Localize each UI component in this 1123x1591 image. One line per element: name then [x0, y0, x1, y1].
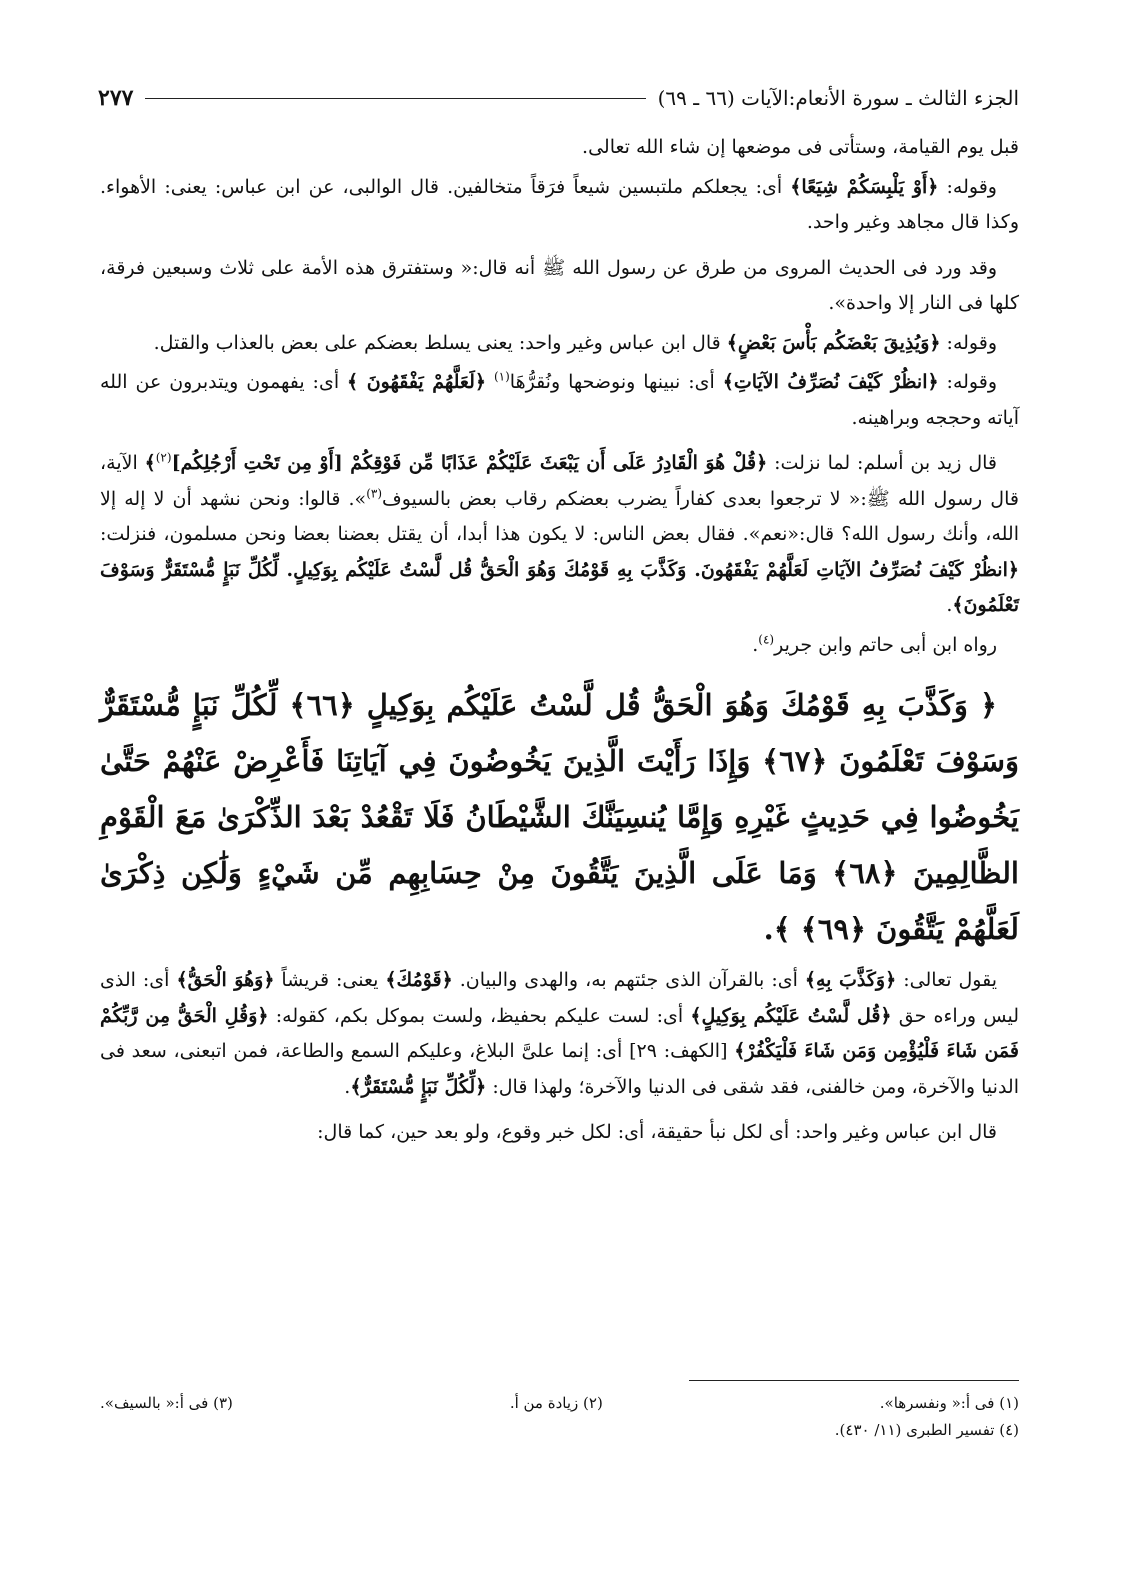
paragraph [100, 130, 1019, 166]
paragraph [100, 365, 1019, 436]
quran-quote: ﴾ [144, 452, 156, 474]
text-run: أى: نبينها ونوضحها ونُقرُّهَا [509, 371, 723, 393]
footnote-3: (٣) فى أ:« بالسيف». [100, 1394, 233, 1412]
running-title: الجزء الثالث ـ سورة الأنعام:الآيات (٦٦ ـ ٦٩) [657, 86, 1019, 110]
text-run: الآية، قال رسول الله ﷺ:« لا ترجعوا بعدى كفاراً يضرب بعضكم رقاب بعض بالسيوف [100, 452, 1019, 510]
text-run: ». قالوا: ونحن نشهد أن لا إله إلا الله، وأنك رسول الله؟ قال:«نعم». فقال بعض الناس: لا يكون هذا أبدا، أن يقتل بعضنا بعضا ونحن مسلمون، فنزلت: [100, 487, 1019, 545]
text-run: أى: لست عليكم بحفيظ، ولست بموكل بكم، كقوله: [268, 1004, 691, 1027]
quran-quote: ﴿وَيُذِيقَ بَعْضَكُم بَأْسَ بَعْضٍ﴾ [726, 331, 941, 354]
footnote-row [100, 1390, 1019, 1417]
text-run: يقول تعالى: [896, 969, 998, 991]
footnote-rule [689, 1380, 1019, 1381]
quran-quote: ﴿وَهُوَ الْحَقُّ﴾ [176, 969, 275, 991]
paragraph [100, 251, 1019, 322]
text-run: أى: يفهمون ويتدبرون عن الله آياته وحججه وبراهينه. [100, 371, 1019, 429]
text-run: وقوله: [940, 331, 997, 354]
paragraph [100, 628, 1019, 664]
text-run: أى: يجعلكم ملتبسين شيعاً فرَقاً متخالفين. قال الوالبى، عن ابن عباس: يعنى: الأهواء. وكذا قال مجاهد وغير واحد. [100, 175, 1019, 233]
quran-quote: ﴿قَوْمُكَ﴾ [385, 969, 453, 991]
footnote-row [100, 1417, 1019, 1444]
paragraph [100, 446, 1019, 624]
quran-quote: ﴿قُلْ هُوَ الْقَادِرُ عَلَى أَن يَبْعَثَ عَلَيْكُمْ عَذَابًا مِّن فَوْقِكُمْ [أَوْ مِن تَحْتِ أَرْجُلِكُم] [171, 452, 768, 474]
footnote-1: (١) فى أ:« ونفسرها». [879, 1394, 1019, 1412]
text-run: . [946, 594, 953, 616]
header-rule [145, 98, 645, 99]
text-run: وقد ورد فى الحديث المروى من طرق عن رسول الله ﷺ أنه قال:« وستفترق هذه الأمة على ثلاث وسبعين فرقة، كلها فى النار إلا واحدة». [100, 256, 1019, 314]
text-run: أى: الذى ليس وراءه حق [100, 969, 1020, 1027]
quran-quote: ﴿لَعَلَّهُمْ يَفْقَهُونَ ﴾ [347, 371, 487, 393]
quran-quote: ﴿انظُرْ كَيْفَ نُصَرِّفُ الآيَاتِ لَعَلَّهُمْ يَفْقَهُونَ. وَكَذَّبَ بِهِ قَوْمُكَ وَهُوَ الْحَقُّ قُل لَّسْتُ عَلَيْكُم بِوَكِيلٍ. لِّكُلِّ نَبَإٍ مُّسْتَقَرٌّ وَسَوْفَ تَعْلَمُونَ﴾ [100, 558, 1019, 616]
footnote-marker: (٣) [366, 486, 383, 501]
text-run: قال ابن عباس وغير واحد: يعنى يسلط بعضكم على بعض بالعذاب والقتل. [153, 331, 727, 354]
quran-quote: ﴿انظُرْ كَيْفَ نُصَرِّفُ الآيَاتِ﴾ [722, 371, 939, 393]
commentary-paragraph [100, 963, 1019, 1105]
text-run: أى: بالقرآن الذى جئتهم به، والهدى والبيان. [452, 969, 805, 991]
paragraph [100, 170, 1019, 241]
text-run: قال ابن عباس وغير واحد: أى لكل نبأ حقيقة، أى: لكل خبر وقوع، ولو بعد حين، كما قال: [317, 1121, 997, 1143]
footnotes [100, 1390, 1019, 1444]
text-run: رواه ابن أبى حاتم وابن جرير [774, 633, 997, 656]
quran-quote: ﴿لِّكُلِّ نَبَإٍ مُّسْتَقَرٌّ﴾ [350, 1075, 487, 1098]
footnote-4: (٤) تفسير الطبرى (١١/ ٤٣٠). [834, 1421, 1019, 1439]
page-body [100, 130, 1019, 1155]
text-run: قبل يوم القيامة، وستأتى فى موضعها إن شاء الله تعالى. [582, 136, 1019, 158]
text-run: [الكهف: ٢٩] أى: إنما علىَّ البلاغ، وعليكم السمع والطاعة، فمن اتبعنى، سعد فى الدنيا والآخرة، ومن خالفنى، فقد شقى فى الدنيا والآخرة؛ ولهذا قال: [100, 1040, 1019, 1098]
text-run: وقوله: [938, 371, 997, 393]
quran-quote: ﴿وَكَذَّبَ بِهِ﴾ [804, 969, 897, 991]
text-run: يعنى: قريشاً [274, 969, 386, 991]
footnote-marker: (٤) [758, 632, 775, 647]
quran-quote: ﴿أَوْ يَلْبِسَكُمْ شِيَعًا﴾ [790, 175, 939, 198]
footnote-marker: (٢) [155, 450, 172, 465]
quran-verse-block: ﴿ وَكَذَّبَ بِهِ قَوْمُكَ وَهُوَ الْحَقُّ قُل لَّسْتُ عَلَيْكُم بِوَكِيلٍ ﴿٦٦﴾ لِّكُلِّ نَبَإٍ مُّسْتَقَرٌّ وَسَوْفَ تَعْلَمُونَ ﴿٦٧﴾ وَإِذَا رَأَيْتَ الَّذِينَ يَخُوضُونَ فِي آيَاتِنَا فَأَعْرِضْ عَنْهُمْ حَتَّىٰ يَخُوضُوا فِي حَدِيثٍ غَيْرِهِ وَإِمَّا يُنسِيَنَّكَ الشَّيْطَانُ فَلَا تَقْعُدْ بَعْدَ الذِّكْرَىٰ مَعَ الْقَوْمِ الظَّالِمِينَ ﴿٦٨﴾ وَمَا عَلَى الَّذِينَ يَتَّقُونَ مِنْ حِسَابِهِم مِّن شَيْءٍ وَلَٰكِن ذِكْرَىٰ لَعَلَّهُمْ يَتَّقُونَ ﴿٦٩﴾ ﴾. [100, 688, 1019, 946]
text-run [486, 371, 494, 393]
text-run: وقوله: [938, 175, 997, 198]
quran-quote: ﴿وَقُلِ الْحَقُّ مِن رَّبِّكُمْ فَمَن شَاءَ فَلْيُؤْمِن وَمَن شَاءَ فَلْيَكْفُرْ﴾ [100, 1004, 1019, 1062]
text-run: . [752, 633, 759, 656]
text-run: . [344, 1075, 351, 1098]
footnote-2: (٢) زيادة من أ. [509, 1394, 603, 1412]
quran-quote: ﴿قُل لَّسْتُ عَلَيْكُم بِوَكِيلٍ﴾ [690, 1004, 892, 1027]
text-run: قال زيد بن أسلم: لما نزلت: [767, 452, 997, 474]
paragraph [100, 326, 1019, 362]
footnote-marker: (١) [493, 369, 510, 384]
page-header [98, 78, 1019, 118]
page-number: ٢٧٧ [98, 85, 134, 111]
commentary-paragraph [100, 1115, 1019, 1151]
